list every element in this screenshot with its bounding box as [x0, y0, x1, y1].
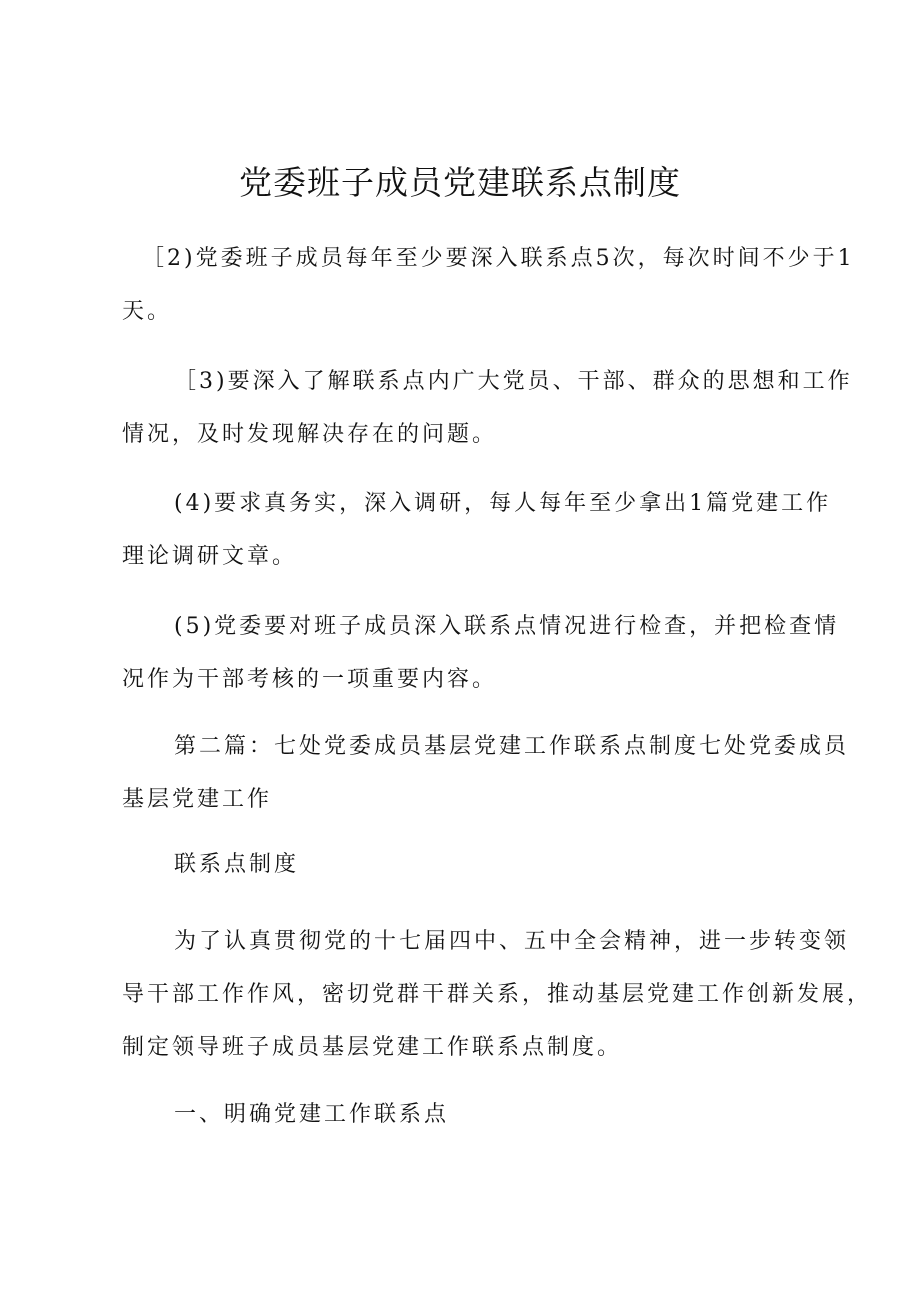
text-line: 一、明确党建工作联系点 [174, 1102, 450, 1127]
paragraph-6 [122, 720, 850, 826]
text-line: 况作为干部考核的一项重要内容。 [122, 667, 498, 692]
text-line: 为了认真贯彻党的十七届四中、五中全会精神，进一步转变领 [174, 929, 850, 954]
text-line: 理论调研文章。 [122, 544, 298, 569]
paragraph-8 [122, 915, 873, 1074]
paragraph-3 [122, 355, 853, 461]
text-line: 基层党建工作 [122, 787, 273, 812]
text-line: 联系点制度 [174, 852, 300, 877]
paragraph-9 [122, 1088, 812, 1141]
paragraph-2 [122, 232, 855, 338]
text-line: (5)党委要对班子成员深入联系点情况进行检查，并把检查情 [174, 614, 840, 639]
text-line: 第二篇：七处党委成员基层党建工作联系点制度七处党委成员 [174, 734, 850, 759]
text-line: 情况，及时发现解决存在的问题。 [122, 422, 498, 447]
text-line: (4)要求真务实，深入调研，每人每年至少拿出1篇党建工作 [174, 491, 832, 516]
text-line: ［3)要深入了解联系点内广大党员、干部、群众的思想和工作 [174, 369, 853, 394]
text-line: 天。 [122, 299, 173, 324]
paragraph-4 [122, 477, 832, 583]
paragraph-7 [122, 838, 812, 891]
text-line: 制定领导班子成员基层党建工作联系点制度。 [122, 1035, 623, 1060]
text-line: ［2)党委班子成员每年至少要深入联系点5次，每次时间不少于1 [142, 246, 855, 271]
paragraph-5 [122, 600, 840, 706]
document-title: 党委班子成员党建联系点制度 [239, 163, 681, 202]
text-line: 导干部工作作风，密切党群干群关系，推动基层党建工作创新发展， [122, 982, 873, 1007]
